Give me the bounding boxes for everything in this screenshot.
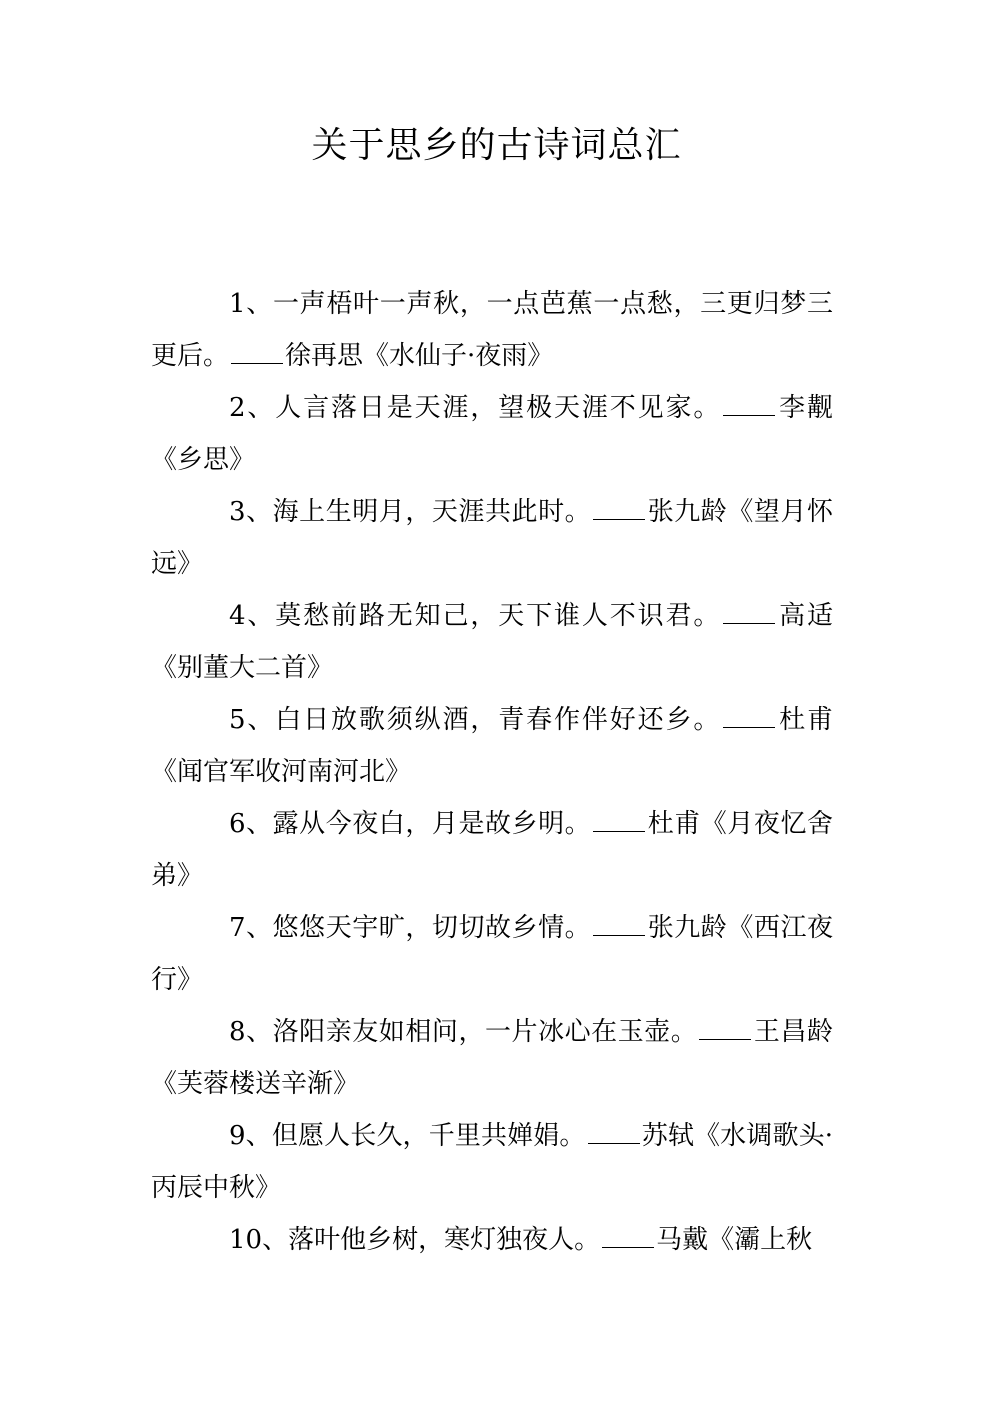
poem-text: 4、莫愁前路无知己，天下谁人不识君。 <box>229 601 722 631</box>
poem-item-10 <box>151 1214 833 1266</box>
blank-line <box>723 393 775 416</box>
blank-line <box>231 341 283 364</box>
poem-text: 7、悠悠天宇旷，切切故乡情。 <box>229 913 592 943</box>
poem-source: 张九龄《望月怀远》 <box>151 497 833 579</box>
poem-item-2 <box>151 382 833 486</box>
poem-item-9 <box>151 1110 833 1214</box>
poem-item-6 <box>151 798 833 902</box>
poem-source: 李觏《乡思》 <box>151 393 833 475</box>
poem-item-3 <box>151 486 833 590</box>
poem-item-1 <box>151 278 833 382</box>
blank-line <box>602 1225 654 1248</box>
blank-line <box>723 601 775 624</box>
poem-source: 张九龄《西江夜行》 <box>151 913 833 995</box>
poem-source: 徐再思《水仙子·夜雨》 <box>285 341 554 371</box>
poem-source: 王昌龄《芙蓉楼送辛渐》 <box>151 1017 833 1099</box>
poem-item-7 <box>151 902 833 1006</box>
blank-line <box>593 809 645 832</box>
poem-text: 1、一声梧叶一声秋，一点芭蕉一点愁，三更归梦三更后。 <box>151 289 833 371</box>
poem-text: 6、露从今夜白，月是故乡明。 <box>229 809 592 839</box>
poem-text: 3、海上生明月，天涯共此时。 <box>229 497 592 527</box>
poem-text: 5、白日放歌须纵酒，青春作伴好还乡。 <box>229 705 722 735</box>
poem-source: 杜甫《闻官军收河南河北》 <box>151 705 833 787</box>
poem-item-5 <box>151 694 833 798</box>
document-title: 关于思乡的古诗词总汇 <box>311 125 682 166</box>
poem-text: 2、人言落日是天涯，望极天涯不见家。 <box>229 393 722 423</box>
poem-list <box>151 278 833 1266</box>
poem-source: 马戴《灞上秋 <box>656 1225 813 1255</box>
blank-line <box>699 1017 751 1040</box>
poem-text: 9、但愿人长久，千里共婵娟。 <box>229 1121 586 1151</box>
poem-source: 杜甫《月夜忆舍弟》 <box>151 809 833 891</box>
blank-line <box>588 1121 640 1144</box>
poem-item-4 <box>151 590 833 694</box>
blank-line <box>723 705 775 728</box>
poem-text: 10、落叶他乡树，寒灯独夜人。 <box>229 1225 601 1255</box>
blank-line <box>593 497 645 520</box>
poem-source: 苏轼《水调歌头·丙辰中秋》 <box>151 1121 834 1203</box>
poem-source: 高适《别董大二首》 <box>151 601 833 683</box>
poem-item-8 <box>151 1006 833 1110</box>
blank-line <box>593 913 645 936</box>
poem-text: 8、洛阳亲友如相问，一片冰心在玉壶。 <box>229 1017 698 1047</box>
